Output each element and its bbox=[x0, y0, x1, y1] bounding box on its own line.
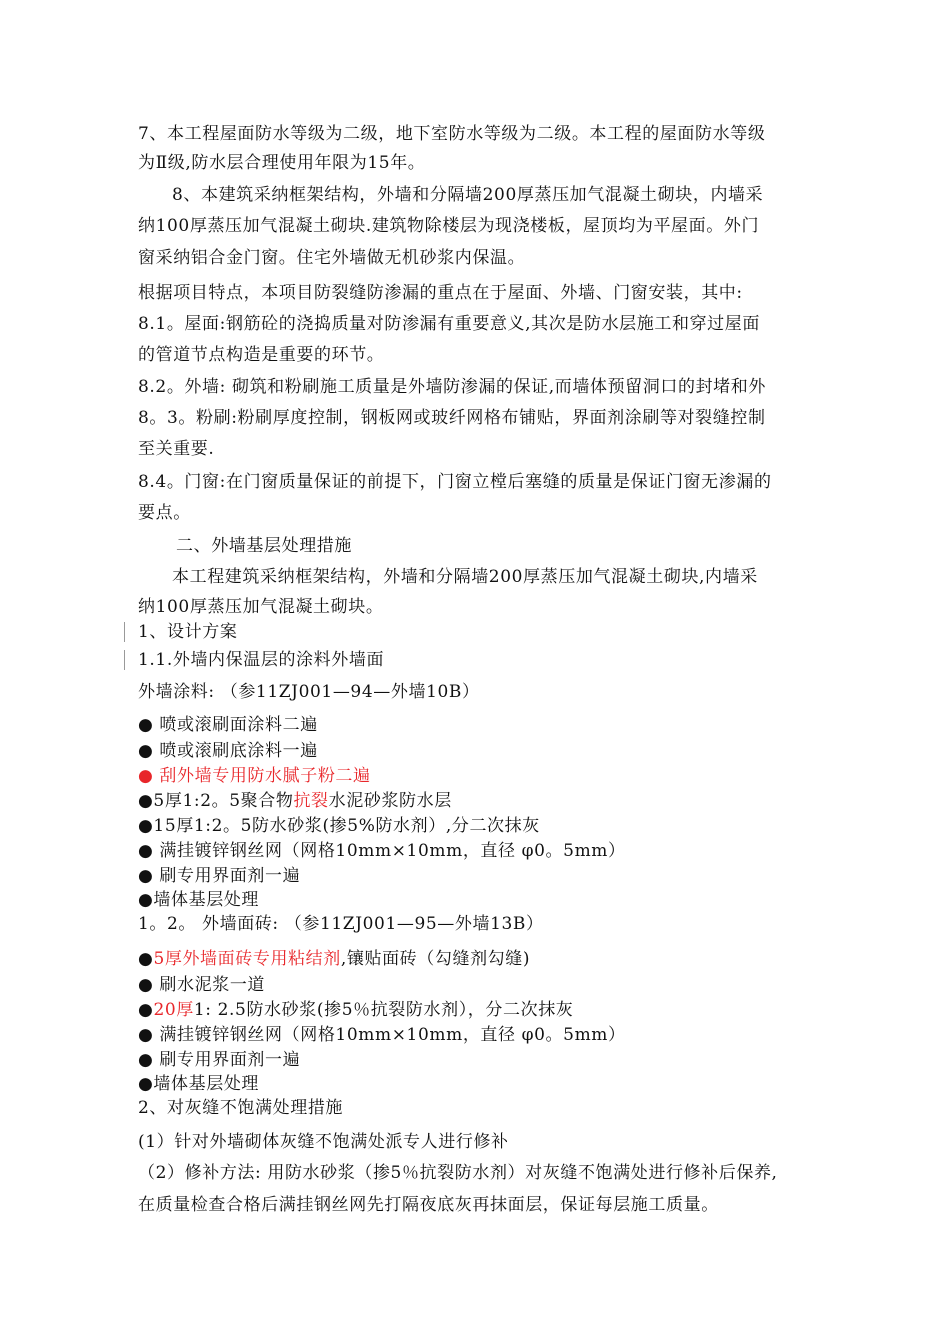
list-item-text: 1: 2.5防水砂浆(掺5％抗裂防水剂），分二次抹灰 bbox=[193, 1000, 574, 1020]
list-item: ●15厚1:2。5防水砂浆(掺5%防水剂）,分二次抹灰 bbox=[138, 816, 540, 836]
paragraph-7-line-2: 为Ⅱ级,防水层合理使用年限为15年。 bbox=[138, 153, 426, 173]
list-item: ● 刷专用界面剂一遍 bbox=[138, 1050, 301, 1070]
item-8-3-line-1: 8。3。粉刷:粉刷厚度控制，钢板网或玻纤网格布铺贴，界面剂涂刷等对裂缝控制 bbox=[138, 408, 766, 428]
design-heading: 1、设计方案 bbox=[138, 622, 238, 642]
list-item: ●墙体基层处理 bbox=[138, 1074, 260, 1094]
list-item-text: 水泥砂浆防水层 bbox=[328, 791, 452, 811]
highlighted-text: 抗裂 bbox=[293, 791, 329, 811]
highlighted-text: 5厚外墙面砖专用粘结剂 bbox=[153, 949, 341, 969]
list-item bbox=[138, 789, 452, 813]
measure-2-line-2: 在质量检查合格后满挂钢丝网先打隔夜底灰再抹面层，保证每层施工质量。 bbox=[138, 1195, 719, 1215]
list-item-text: ●5厚1:2。5聚合物 bbox=[138, 791, 294, 811]
section-2-line-2: 纳100厚蒸压加气混凝土砌块。 bbox=[138, 597, 384, 617]
section-2-2-heading: 2、对灰缝不饱满处理措施 bbox=[138, 1098, 344, 1118]
item-8-4-line-1: 8.4。门窗:在门窗质量保证的前提下，门窗立樘后塞缝的质量是保证门窗无渗漏的 bbox=[138, 472, 772, 492]
list-item: ●墙体基层处理 bbox=[138, 890, 260, 910]
paragraph-7-line-1: 7、本工程屋面防水等级为二级，地下室防水等级为二级。本工程的屋面防水等级 bbox=[138, 124, 766, 144]
measure-1: (1）针对外墙砌体灰缝不饱满处派专人进行修补 bbox=[138, 1132, 509, 1152]
highlighted-text: 20厚 bbox=[153, 1000, 194, 1020]
list-item-highlighted: ● 刮外墙专用防水腻子粉二遍 bbox=[138, 766, 371, 786]
focus-line: 根据项目特点，本项目防裂缝防渗漏的重点在于屋面、外墙、门窗安装，其中: bbox=[138, 283, 743, 303]
list-item-bullet: ● bbox=[138, 949, 154, 969]
coating-reference: 外墙涂料: （参11ZJ001—94—外墙10B） bbox=[138, 682, 480, 702]
list-item: ● 刷水泥浆一道 bbox=[138, 975, 266, 995]
margin-change-bar bbox=[124, 650, 125, 670]
paragraph-8-line-2: 纳100厚蒸压加气混凝土砌块.建筑物除楼层为现浇楼板，屋顶均为平屋面。外门 bbox=[138, 216, 760, 236]
list-item: ● 满挂镀锌钢丝网（网格10mm×10mm，直径 φ0。5mm） bbox=[138, 841, 626, 861]
item-8-1-line-2: 的管道节点构造是重要的环节。 bbox=[138, 345, 385, 365]
item-8-4-line-2: 要点。 bbox=[138, 503, 191, 523]
section-2-line-1: 本工程建筑采纳框架结构，外墙和分隔墙200厚蒸压加气混凝土砌块,内墙采 bbox=[172, 567, 758, 587]
measure-2-line-1: （2）修补方法: 用防水砂浆（掺5％抗裂防水剂）对灰缝不饱满处进行修补后保养, bbox=[138, 1163, 778, 1183]
paragraph-8-line-1: 8、本建筑采纳框架结构，外墙和分隔墙200厚蒸压加气混凝土砌块，内墙采 bbox=[172, 185, 764, 205]
paragraph-8-line-3: 窗采纳铝合金门窗。住宅外墙做无机砂浆内保温。 bbox=[138, 248, 526, 268]
list-item: ● 喷或滚刷底涂料一遍 bbox=[138, 741, 318, 761]
design-1-1-heading: 1.1.外墙内保温层的涂料外墙面 bbox=[138, 650, 385, 670]
list-item bbox=[138, 998, 573, 1022]
list-item: ● 刷专用界面剂一遍 bbox=[138, 866, 301, 886]
margin-change-bar bbox=[124, 622, 125, 642]
list-item-text: ,镶贴面砖（勾缝剂勾缝) bbox=[340, 949, 531, 969]
section-2-heading: 二、外墙基层处理措施 bbox=[176, 536, 352, 556]
item-8-3-line-2: 至关重要. bbox=[138, 439, 215, 459]
list-item bbox=[138, 947, 530, 971]
list-item: ● 喷或滚刷面涂料二遍 bbox=[138, 715, 318, 735]
design-1-2-heading: 1。2。 外墙面砖: （参11ZJ001—95—外墙13B） bbox=[138, 914, 544, 934]
item-8-1-line-1: 8.1。屋面:钢筋砼的浇捣质量对防渗漏有重要意义,其次是防水层施工和穿过屋面 bbox=[138, 314, 760, 334]
list-item: ● 满挂镀锌钢丝网（网格10mm×10mm，直径 φ0。5mm） bbox=[138, 1025, 626, 1045]
item-8-2: 8.2。外墙: 砌筑和粉刷施工质量是外墙防渗漏的保证,而墙体预留洞口的封堵和外 bbox=[138, 377, 766, 397]
list-item-bullet: ● bbox=[138, 1000, 154, 1020]
